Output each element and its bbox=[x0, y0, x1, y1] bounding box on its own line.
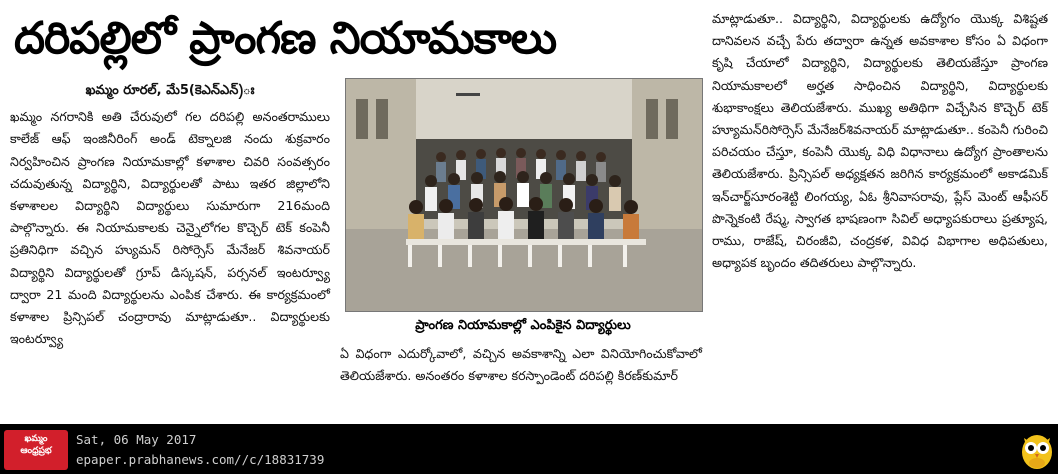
photo-caption: ప్రాంగణ నియామకాల్లో ఎంపికైన విద్యార్థులు bbox=[415, 318, 631, 333]
group-photo bbox=[345, 78, 703, 312]
column-3 bbox=[712, 8, 1048, 274]
epaper-link[interactable]: epaper.prabhanews.com//c/18831739 bbox=[76, 452, 325, 467]
newspaper-logo bbox=[4, 430, 68, 470]
column-1-text: ఖమ్మం నగరానికి అతి చేరువులో గల దరిపల్లి అనంతరాములు కాలేజ్‌ ఆఫ్‌ ఇంజినీరింగ్‌ అండ్‌ టెక్నాలజి నందు శుక్రవారం నిర్వహించిన ప్రాంగణ నియామకాల్లో కళాశాల చివరి సంవత్సరం చదువుతున్న విద్యార్థిని, విద్యార్థులతో పాటు ఇతర జిల్లాలోని కళాశాలల విద్యార్థిని విద్యార్థులు సుమారుగా 216మంది పాల్గొన్నారు. ఈ నియామకాలకు చెన్నైలోగల కొచ్చెర్‌ టెక్‌ కంపెనీ ప్రతినిధిగా వచ్చిన హ్యుమన్‌ రిసోర్సెస్‌ మేనేజర్‌ శివనాయర్‌ విద్యార్థిని విద్యార్థులతో గ్రూప్‌ డిస్కషన్‌, పర్సనల్‌ ఇంటర్వ్యూ ద్వారా 21 మంది విద్యార్థులను ఎంపిక చేశారు. ఈ కార్యక్రమంలో కళాశాల ప్రిన్సిపల్‌ చంద్రారావు మాట్లాడుతూ.. విద్యార్థులకు ఇంటర్వ్యూ bbox=[10, 109, 330, 347]
edition-date: Sat, 06 May 2017 bbox=[76, 432, 197, 447]
owl-icon bbox=[1020, 430, 1054, 470]
group-photo-image bbox=[346, 79, 702, 311]
logo-line-2: ఆంధ్రప్రభ bbox=[20, 446, 52, 456]
column-2 bbox=[340, 343, 702, 387]
dateline: ఖమ్మం రూరల్‌, మే5(కెఎన్‌ఎన్‌)ః bbox=[85, 83, 255, 98]
logo-line-1: ఖమ్మం bbox=[24, 434, 48, 444]
headline: దరిపల్లిలో ప్రాంగణ నియామకాలు bbox=[14, 13, 557, 64]
column-1 bbox=[10, 80, 330, 350]
column-3-text: మాట్లాడుతూ.. విద్యార్థిని, విద్యార్థులకు ఉద్యోగం యొక్క విశిష్టత దానివలన వచ్చే పేరు తద్వారా ఉన్నత అవకాశాల కోసం ఏ విధంగా కృషి చేయాలో విద్యార్థిని, విద్యార్థులకు తెలియజేస్తూ ప్రాంగణ నియామకాలలో అర్హత సాధించిన విద్యార్థిని, విద్యార్థులకు శుభాకాంక్షలు తెలియజేశారు. ముఖ్య అతిథిగా విచ్చేసిన కొచ్చెర్‌ టెక్‌ హ్యూమన్‌రిసోర్సెస్‌ మేనేజర్‌శివనాయర్‌ మాట్లాడుతూ.. కంపెనీ గురించి పరిచయం చేస్తూ, కంపెనీ యొక్క విధి విధానాలు ఉద్యోగ ప్రాంతాలను తెలియజేశారు. ప్రిన్సిపల్‌ అధ్యక్షతన జరిగిన కార్యక్రమంలో అకాడమిక్‌ ఇన్‌చార్జ్‌సూరంశెట్టి లింగయ్య, ఏఓ శ్రీనివాసరావు, ప్లేస్‌ మెంట్‌ ఆఫీసర్‌ పొన్నెకంటి రేష్మ, స్వాగత భాషణంగా సివిల్‌ అధ్యాపకురాలు ప్రత్యూష, రాము, రాజేష్‌, చిరంజీవి, చంద్రకళ, వివిధ విభాగాల అధిపతులు, అధ్యాపక బృందం తదితరులు పాల్గొన్నారు. bbox=[712, 11, 1048, 271]
column-2-text: ఏ విధంగా ఎదుర్కోవాలో, వచ్చిన అవకాశాన్ని ఎలా వినియోగించుకోవాలో తెలియజేశారు. అనంతరం కళాశాల కరస్పాండెంట్‌ దరిపల్లి కిరణ్‌కుమార్‌ bbox=[340, 346, 702, 384]
